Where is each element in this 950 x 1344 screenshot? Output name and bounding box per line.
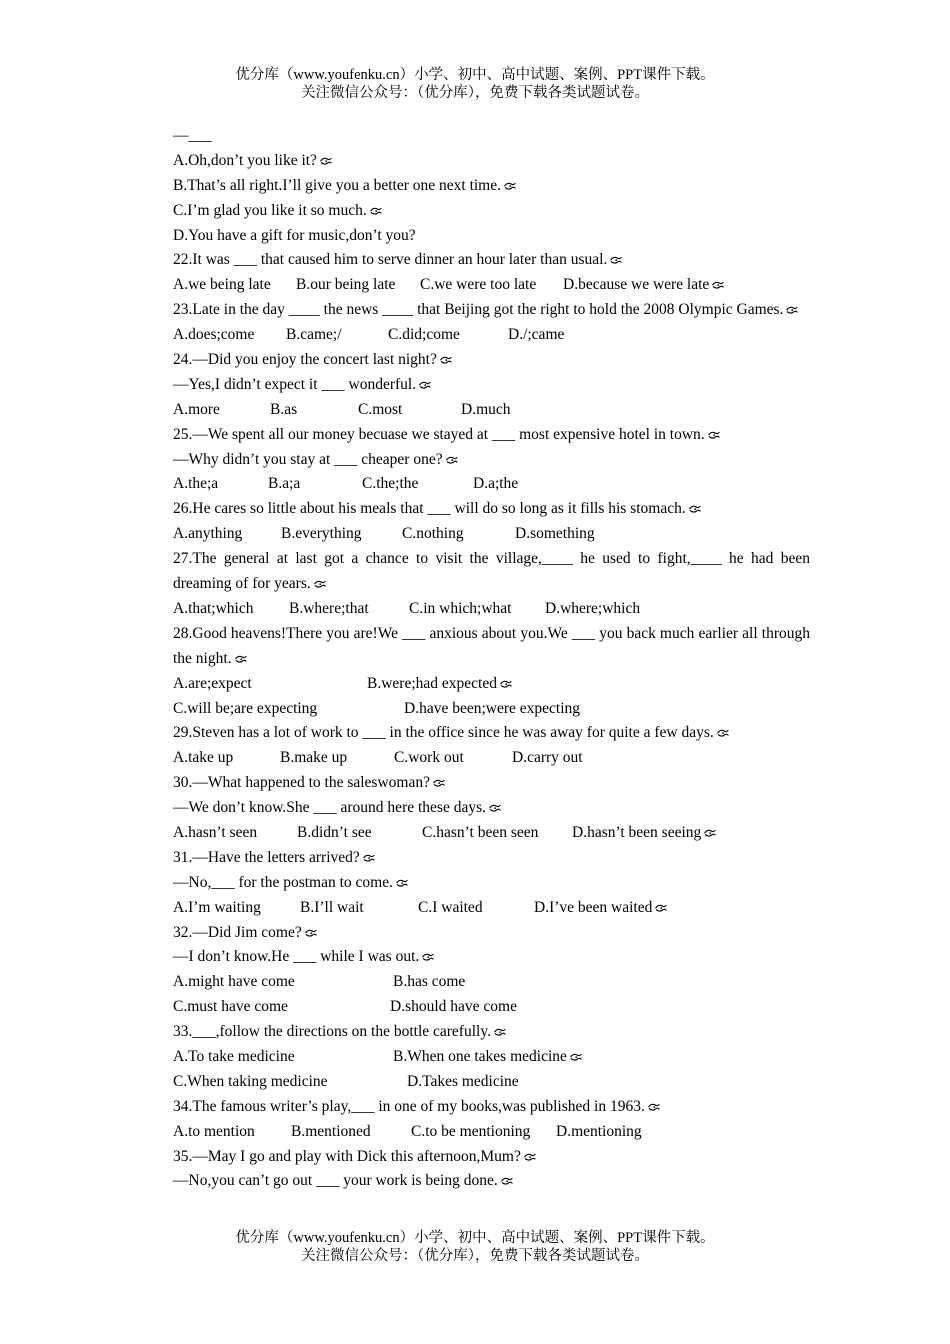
- paragraph-mark-icon: [422, 953, 434, 961]
- question-21-answer-blank: —___: [173, 127, 212, 144]
- question-29: 29.Steven has a lot of work to ___ in the office since he was away for quite a few days.: [140, 721, 810, 746]
- paragraph-mark-icon: [494, 1028, 506, 1036]
- question-28-options-ab: A.are;expect B.were;had expected: [140, 672, 810, 697]
- question-24: 24.—Did you enjoy the concert last night?: [140, 348, 810, 373]
- paragraph-mark-icon: [648, 1103, 660, 1111]
- question-23: 23.Late in the day ____ the news ____ that Beijing got the right to hold the 2008 Olympic Games.: [140, 298, 810, 323]
- paragraph-mark-icon: [489, 804, 501, 812]
- paragraph-mark-icon: [419, 381, 431, 389]
- question-28: 28.Good heavens!There you are!We ___ anxious about you.We ___ you back much earlier all through the night.: [173, 624, 810, 667]
- question-33-options-ab: A.To take medicine B.When one takes medicine: [140, 1045, 810, 1070]
- question-30: 30.—What happened to the saleswoman?: [140, 771, 810, 796]
- question-32-options-cd: C.must have come D.should have come: [173, 998, 517, 1016]
- question-26: 26.He cares so little about his meals that ___ will do so long as it fills his stomach.: [140, 497, 810, 522]
- question-31-options: A.I’m waiting B.I’ll wait C.I waited D.I’ve been waited: [140, 896, 810, 921]
- footer-line-1: 优分库（www.youfenku.cn）小学、初中、高中试题、案例、PPT课件下载。: [235, 1230, 715, 1246]
- paragraph-mark-icon: [363, 854, 375, 862]
- paragraph-mark-icon: [524, 1153, 536, 1161]
- question-25-options: A.the;a B.a;a C.the;the D.a;the: [173, 475, 519, 493]
- question-22: 22.It was ___ that caused him to serve dinner an hour later than usual.: [140, 248, 810, 273]
- page-footer: [0, 1229, 950, 1265]
- question-33: 33.___,follow the directions on the bottle carefully.: [140, 1020, 810, 1045]
- question-21-option-c: C.I’m glad you like it so much.: [140, 199, 810, 224]
- paragraph-mark-icon: [655, 904, 667, 912]
- paragraph-mark-icon: [314, 580, 326, 588]
- page-header: [0, 66, 950, 102]
- paragraph-mark-icon: [500, 680, 512, 688]
- question-21-option-d: D.You have a gift for music,don’t you?: [173, 226, 416, 244]
- paragraph-mark-icon: [717, 729, 729, 737]
- question-34: 34.The famous writer’s play,___ in one of my books,was published in 1963.: [140, 1095, 810, 1120]
- paragraph-mark-icon: [370, 207, 382, 215]
- question-32-options-ab: A.might have come B.has come: [173, 973, 466, 991]
- paragraph-mark-icon: [320, 157, 332, 165]
- question-29-options: A.take up B.make up C.work out D.carry out: [173, 749, 583, 767]
- question-35: 35.—May I go and play with Dick this afternoon,Mum?: [140, 1145, 810, 1170]
- paragraph-mark-icon: [446, 456, 458, 464]
- paragraph-mark-icon: [501, 1177, 513, 1185]
- question-24-response: —Yes,I didn’t expect it ___ wonderful.: [140, 373, 810, 398]
- paragraph-mark-icon: [235, 655, 247, 663]
- paragraph-mark-icon: [440, 356, 452, 364]
- question-35-response: —No,you can’t go out ___ your work is being done.: [140, 1169, 810, 1194]
- question-30-options: A.hasn’t seen B.didn’t see C.hasn’t been seen D.hasn’t been seeing: [140, 821, 810, 846]
- paragraph-mark-icon: [712, 281, 724, 289]
- question-28-options-cd: C.will be;are expecting D.have been;were expecting: [173, 699, 581, 717]
- question-23-options: A.does;come B.came;/ C.did;come D./;came: [173, 326, 565, 344]
- question-25: 25.—We spent all our money becuase we stayed at ___ most expensive hotel in town.: [140, 423, 810, 448]
- paragraph-mark-icon: [704, 829, 716, 837]
- question-25-response: —Why didn’t you stay at ___ cheaper one?: [140, 448, 810, 473]
- paragraph-mark-icon: [708, 431, 720, 439]
- question-list: [140, 124, 810, 1194]
- question-21-option-b: B.That’s all right.I’ll give you a better one next time.: [140, 174, 810, 199]
- question-32-response: —I don’t know.He ___ while I was out.: [140, 945, 810, 970]
- paragraph-mark-icon: [504, 182, 516, 190]
- paragraph-mark-icon: [396, 879, 408, 887]
- header-line-2: 关注微信公众号：（优分库），免费下载各类试题试卷。: [301, 85, 649, 101]
- question-32: 32.—Did Jim come?: [140, 921, 810, 946]
- question-27: 27.The general at last got a chance to visit the village,____ he used to fight,____ he had been dreaming of for years.: [173, 550, 810, 593]
- question-26-options: A.anything B.everything C.nothing D.something: [173, 525, 595, 543]
- question-34-options: A.to mention B.mentioned C.to be mentioning D.mentioning: [173, 1122, 642, 1140]
- question-22-options: A.we being late B.our being late C.we were too late D.because we were late: [140, 273, 810, 298]
- footer-line-2: 关注微信公众号：（优分库），免费下载各类试题试卷。: [301, 1248, 649, 1264]
- question-33-options-cd: C.When taking medicine D.Takes medicine: [173, 1072, 519, 1090]
- paragraph-mark-icon: [570, 1053, 582, 1061]
- paragraph-mark-icon: [433, 779, 445, 787]
- question-27-options: A.that;which B.where;that C.in which;what D.where;which: [173, 599, 641, 617]
- paragraph-mark-icon: [610, 256, 622, 264]
- paragraph-mark-icon: [689, 505, 701, 513]
- question-21-option-a: A.Oh,don’t you like it?: [140, 149, 810, 174]
- paragraph-mark-icon: [786, 306, 798, 314]
- question-31: 31.—Have the letters arrived?: [140, 846, 810, 871]
- question-31-response: —No,___ for the postman to come.: [140, 871, 810, 896]
- question-30-response: —We don’t know.She ___ around here these days.: [140, 796, 810, 821]
- header-line-1: 优分库（www.youfenku.cn）小学、初中、高中试题、案例、PPT课件下载。: [235, 67, 715, 83]
- question-24-options: A.more B.as C.most D.much: [173, 400, 511, 418]
- paragraph-mark-icon: [305, 929, 317, 937]
